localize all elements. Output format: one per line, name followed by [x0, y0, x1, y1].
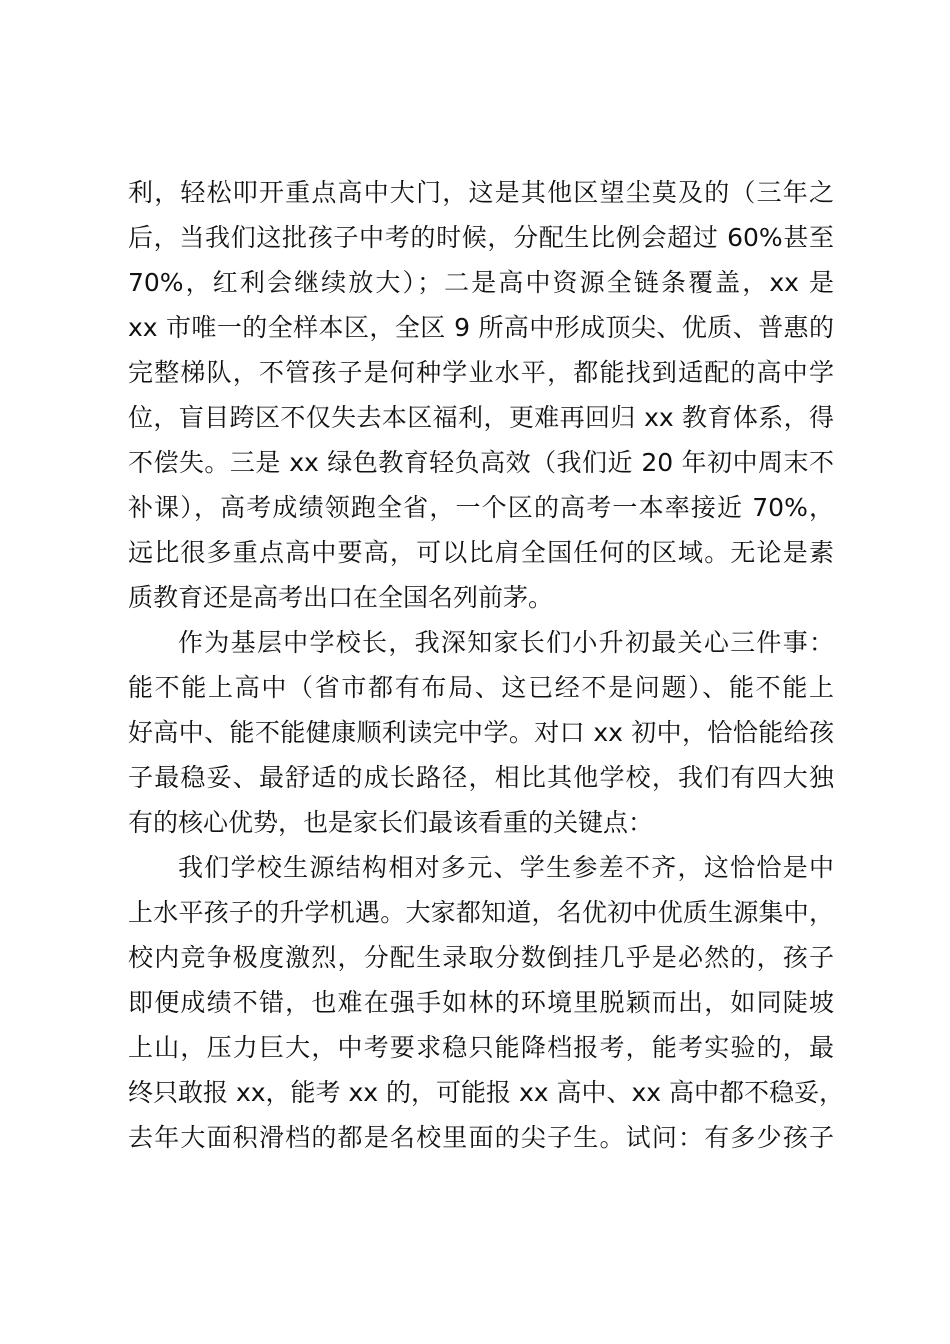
paragraph-line: 我们学校生源结构相对多元、学生参差不齐，这恰恰是中 [178, 853, 834, 882]
paragraph-line: 作为基层中学校长，我深知家长们小升初最关心三件事： [178, 628, 834, 657]
paragraph-line: 能不能上高中（省市都有布局、这已经不是问题）、能不能上 [128, 673, 834, 702]
body-text [128, 170, 845, 1160]
paragraph-line: 不偿失。三是 xx 绿色教育轻负高效（我们近 20 年初中周末不 [128, 448, 834, 477]
paragraph-line: 远比很多重点高中要高，可以比肩全国任何的区域。无论是素 [128, 538, 834, 567]
paragraph-line: 去年大面积滑档的都是名校里面的尖子生。试问：有多少孩子 [128, 1123, 834, 1152]
paragraph-line: xx 市唯一的全样本区，全区 9 所高中形成顶尖、优质、普惠的 [128, 313, 834, 342]
paragraph-line: 位，盲目跨区不仅失去本区福利，更难再回归 xx 教育体系，得 [128, 403, 834, 432]
paragraph-line: 补课），高考成绩领跑全省，一个区的高考一本率接近 70%， [128, 493, 834, 522]
paragraph-line: 完整梯队，不管孩子是何种学业水平，都能找到适配的高中学 [128, 358, 834, 387]
paragraph-line: 上水平孩子的升学机遇。大家都知道，名优初中优质生源集中， [128, 898, 834, 927]
paragraph-line: 终只敢报 xx，能考 xx 的，可能报 xx 高中、xx 高中都不稳妥， [128, 1078, 845, 1107]
paragraph-line: 好高中、能不能健康顺利读完中学。对口 xx 初中，恰恰能给孩 [128, 718, 834, 747]
paragraph-line: 子最稳妥、最舒适的成长路径，相比其他学校，我们有四大独 [128, 763, 834, 792]
paragraph-line: 70%，红利会继续放大）；二是高中资源全链条覆盖，xx 是 [128, 268, 834, 297]
paragraph-line: 即便成绩不错，也难在强手如林的环境里脱颖而出，如同陡坡 [128, 988, 834, 1017]
paragraph-line: 校内竞争极度激烈，分配生录取分数倒挂几乎是必然的，孩子 [128, 943, 834, 972]
paragraph-line: 上山，压力巨大，中考要求稳只能降档报考，能考实验的，最 [128, 1033, 834, 1062]
paragraph-line: 质教育还是高考出口在全国名列前茅。 [128, 583, 554, 612]
paragraph-line: 后，当我们这批孩子中考的时候，分配生比例会超过 60%甚至 [128, 223, 834, 252]
paragraph-line: 有的核心优势，也是家长们最该看重的关键点： [128, 808, 654, 837]
paragraph-line: 利，轻松叩开重点高中大门，这是其他区望尘莫及的（三年之 [128, 178, 834, 207]
